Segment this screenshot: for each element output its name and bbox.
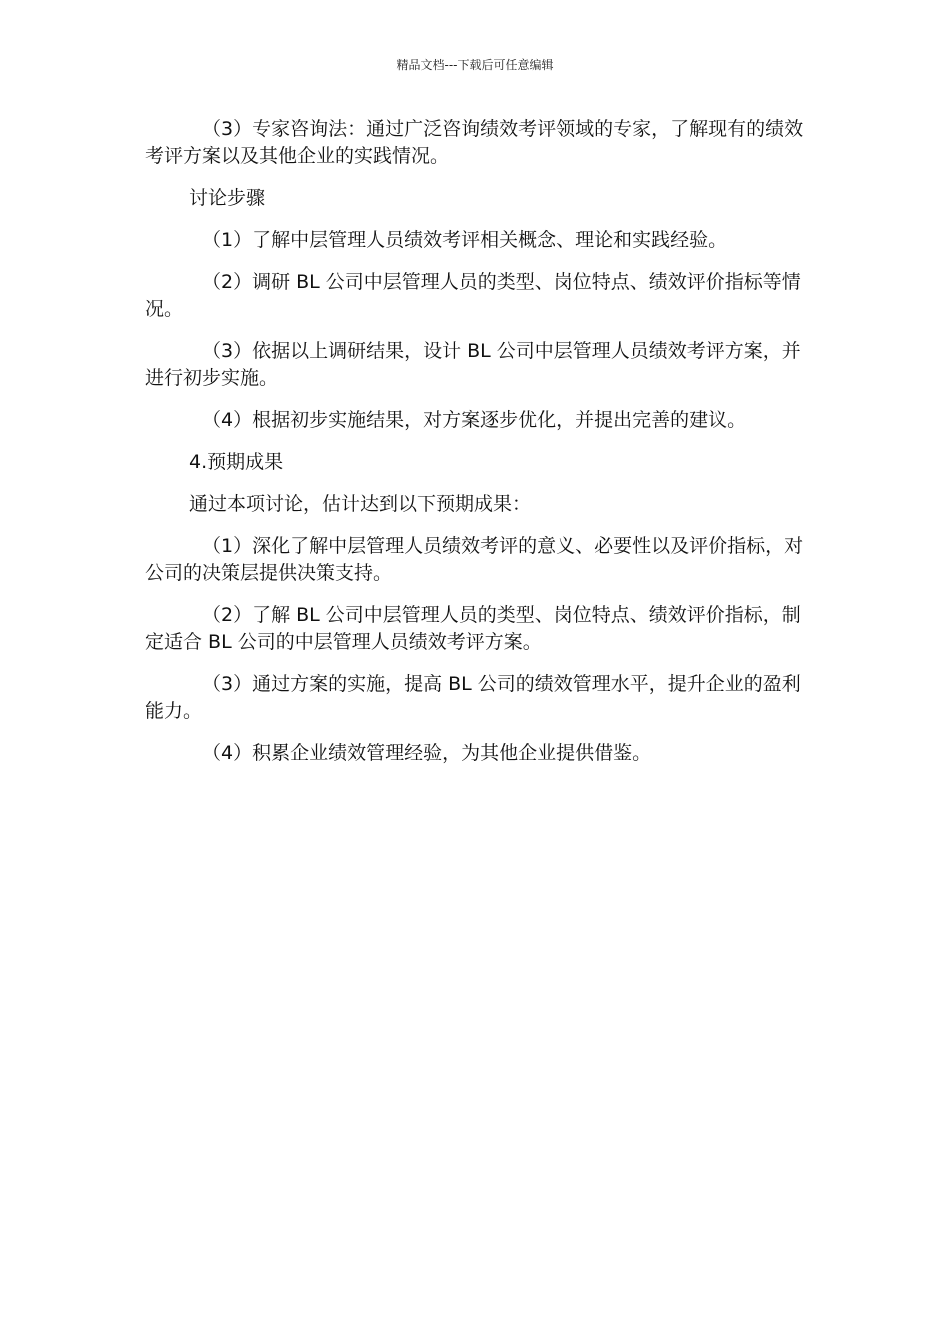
expected-results-intro: 通过本项讨论，估计达到以下预期成果： xyxy=(189,493,532,515)
paragraph-expert-consultation: （3）专家咨询法：通过广泛咨询绩效考评领域的专家，了解现有的绩效考评方案以及其他企业的实践情况。 xyxy=(145,118,804,167)
step-1: （1）了解中层管理人员绩效考评相关概念、理论和实践经验。 xyxy=(202,229,728,251)
result-2: （2）了解 BL 公司中层管理人员的类型、岗位特点、绩效评价指标，制定适合 BL 公司的中层管理人员绩效考评方案。 xyxy=(145,604,801,653)
page-header: 精品文档---下载后可任意编辑 xyxy=(396,58,554,72)
document-body xyxy=(145,116,810,782)
step-3: （3）依据以上调研结果，设计 BL 公司中层管理人员绩效考评方案，并进行初步实施。 xyxy=(145,340,801,389)
result-4: （4）积累企业绩效管理经验，为其他企业提供借鉴。 xyxy=(202,742,652,764)
section-heading-discussion-steps: 讨论步骤 xyxy=(189,187,266,209)
result-3: （3）通过方案的实施，提高 BL 公司的绩效管理水平，提升企业的盈利能力。 xyxy=(145,673,801,722)
step-2: （2）调研 BL 公司中层管理人员的类型、岗位特点、绩效评价指标等情况。 xyxy=(145,271,801,320)
step-4: （4）根据初步实施结果，对方案逐步优化，并提出完善的建议。 xyxy=(202,409,747,431)
result-1: （1）深化了解中层管理人员绩效考评的意义、必要性以及评价指标，对公司的决策层提供决策支持。 xyxy=(145,535,804,584)
section-heading-expected-results: 4.预期成果 xyxy=(189,451,284,473)
